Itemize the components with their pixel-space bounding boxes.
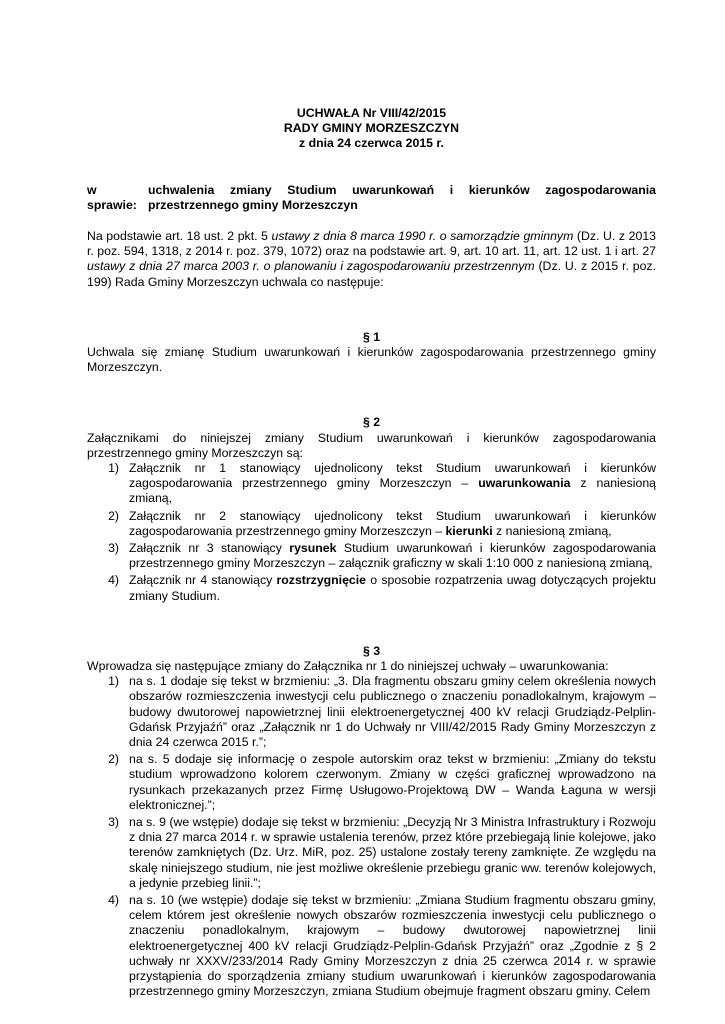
list-item-number: 4) (108, 893, 119, 908)
basis-text-1: Na podstawie art. 18 ust. 2 pkt. 5 (87, 228, 272, 243)
list-item (87, 541, 656, 571)
section-1-text: Uchwala się zmianę Studium uwarunkowań i kierunków zagospodarowania przestrzennego gminy Morzeszczyn. (87, 344, 656, 375)
list-item-number: 1) (108, 461, 119, 475)
list-item-number: 3) (108, 541, 119, 556)
list-item-text: na s. 9 (we wstępie) dodaje się tekst w brzmieniu: „Decyzją Nr 3 Ministra Infrastruktury i Rozwoju z dnia 27 marca 2014 r. w sprawie ustalenia terenów, przez które przebiegają linie kolejowe, jako terenów zamkniętych (Dz. Urz. MiR, poz. 25) ustalone zostały tereny zamknięte. Ze względu na skalę niniejszego studium, nie jest możliwe określenie przebiegu granic ww. terenów kolejowych, a jedynie przebieg linii.”; (129, 815, 656, 890)
list-item (87, 815, 656, 891)
basis-text-3: (Dz. U. z 2015 r. poz. 199) Rada Gminy Morzeszczyn uchwala co następuje: (87, 259, 656, 289)
list-item (87, 573, 656, 603)
list-item-text: na s. 10 (we wstępie) dodaje się tekst w brzmieniu: „Zmiana Studium fragmentu obszaru gminy, celem którem jest określenie nowych obszarów rozmieszczenia inwestycji celu publicznego o znaczeniu ponadlokalnym, krajowym – budowy dwutorowej napowietrznej linii elektroenergetycznej 400 kV relacji Grudziądz-Pelplin-Gdańsk Przyjaźń” oraz „Zgodnie z § 2 uchwały nr XXXV/233/2014 Rady Gminy Morzeszczyn z dnia 25 czerwca 2014 r. w sprawie przystąpienia do sporządzenia zmiany studium uwarunkowań i kierunków zagospodarowania przestrzennego gminy Morzeszczyn, zmiana Studium obejmuje fragment obszaru gminy. Celem (129, 893, 656, 999)
section-1-title: § 1 (362, 329, 381, 344)
list-item-number: 4) (108, 573, 119, 588)
basis-act-2: ustawy z dnia 27 marca 2003 r. o planowaniu i zagospodarowaniu przestrzennym (87, 259, 535, 274)
document-page (87, 106, 656, 1000)
list-item (87, 461, 656, 507)
section-3-intro: Wprowadza się następujące zmiany do Załącznika nr 1 do niniejszej uchwały – uwarunkowania: (87, 659, 609, 674)
resolution-date: z dnia 24 czerwca 2015 r. (299, 136, 444, 151)
section-2-intro: Załącznikami do niniejszej zmiany Studium uwarunkowań i kierunków zagospodarowania przestrzennego gminy Morzeszczyn są: (87, 430, 656, 460)
list-item-text: na s. 1 dodaje się tekst w brzmieniu: „3. Dla fragmentu obszaru gminy celem określenia nowych obszarów rozmieszczenia inwestycji celu publicznego o znaczeniu ponadlokalnym, krajowym – budowy dwutorowej napowietrznej linii elektroenergetycznej 400 kV relacji Grudziądz-Pelplin-Gdańsk Przyjaźń” oraz „Załącznik nr 1 do Uchwały nr VIII/42/2015 Rady Gminy Morzeszczyn z dnia 24 czerwca 2015 r.”; (129, 674, 656, 750)
council-name: RADY GMINY MORZESZCZYN (283, 121, 460, 136)
legal-basis (87, 229, 656, 290)
list-item-text: Załącznik nr 3 stanowiący rysunek Studium uwarunkowań i kierunków zagospodarowania przestrzennego gminy Morzeszczyn – załącznik graficzny w skali 1:10 000 z naniesioną zmianą, (129, 541, 656, 571)
section-3-list (87, 674, 656, 999)
resolution-header (87, 106, 656, 152)
list-item-number: 3) (108, 815, 119, 830)
list-item-text: Załącznik nr 1 stanowiący ujednolicony tekst Studium uwarunkowań i kierunków zagospodarowania przestrzennego gminy Morzeszczyn – uwarunkowania z naniesioną zmianą, (129, 461, 657, 506)
list-item-text: Załącznik nr 4 stanowiący rozstrzygnięcie o sposobie rozpatrzenia uwag dotyczących projektu zmiany Studium. (129, 573, 656, 603)
list-item-text: na s. 5 dodaje się informację o zespole autorskim oraz tekst w brzmieniu: „Zmiany do tekstu studium wprowadzono kolorem czerwonym. Zmiany w części graficznej wprowadzono na rysunkach przekazanych przez Firmę Usługowo-Projektową DW – Wanda Łaguna w wersji elektronicznej.”; (129, 752, 656, 812)
section-2-list (87, 461, 656, 604)
basis-text-2: (Dz. U. z 2013 r. poz. 594, 1318, z 2014 r. poz. 379, 1072) oraz na podstawie art. 9, art. 10 art. 11, art. 12 ust. 1 i art. 27 (87, 228, 657, 259)
section-3-title: § 3 (362, 643, 381, 658)
list-item (87, 509, 656, 539)
list-item-number: 2) (108, 508, 119, 523)
list-item (87, 893, 656, 999)
subject-text: uchwalenia zmiany Studium uwarunkowań i kierunków zagospodarowania przestrzennego gminy Morzeszczyn (148, 182, 656, 212)
list-item-text: Załącznik nr 2 stanowiący ujednolicony tekst Studium uwarunkowań i kierunków zagospodarowania przestrzennego gminy Morzeszczyn – kierunki z naniesioną zmianą, (129, 508, 656, 538)
list-item (87, 674, 656, 750)
section-2-title: § 2 (362, 415, 381, 430)
list-item-number: 1) (108, 674, 119, 689)
list-item-number: 2) (108, 752, 119, 767)
subject-block (87, 183, 656, 213)
resolution-number: UCHWAŁA Nr VIII/42/2015 (296, 106, 447, 120)
subject-label: w sprawie: (87, 182, 137, 212)
basis-act-1: ustawy z dnia 8 marca 1990 r. o samorządzie gminnym (271, 228, 574, 243)
list-item (87, 752, 656, 813)
